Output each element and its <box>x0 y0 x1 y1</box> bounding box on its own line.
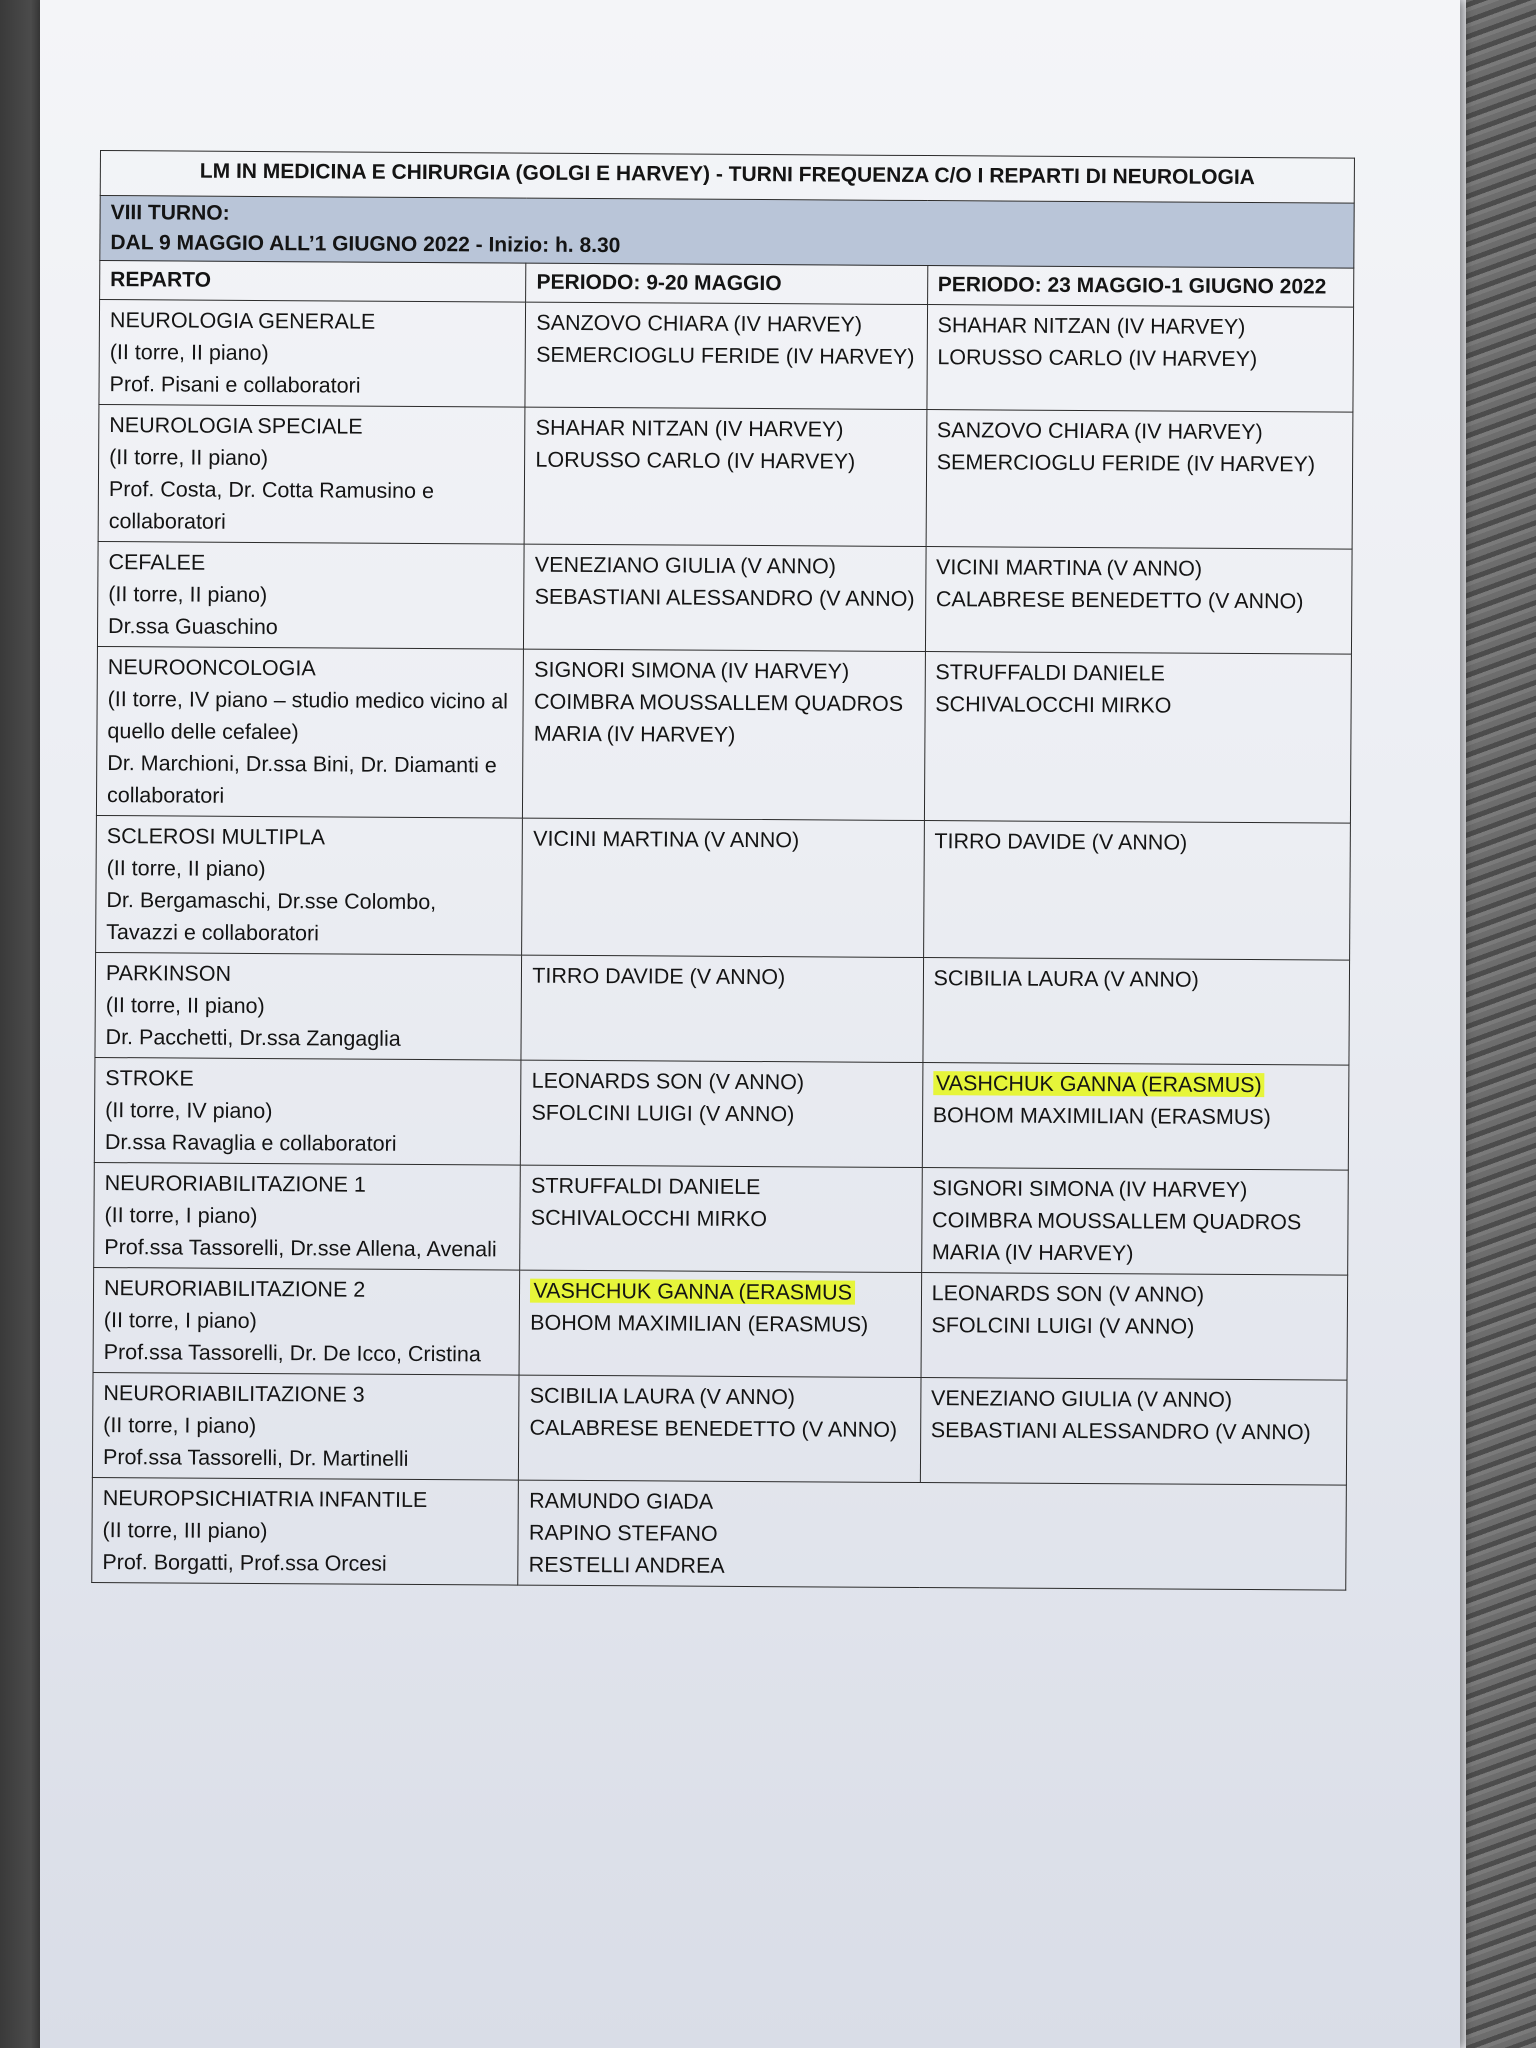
reparto-line: SCLEROSI MULTIPLA <box>106 824 326 850</box>
reparto-line: Prof.ssa Tassorelli, Dr.sse Allena, Avenali <box>104 1235 497 1262</box>
period-1-cell <box>523 649 925 820</box>
reparto-line: (II torre, II piano) <box>108 582 268 608</box>
student-name: COIMBRA MOUSSALLEM QUADROS MARIA (IV HARVEY) <box>533 689 904 747</box>
reparto-cell <box>94 1057 521 1165</box>
period-2-cell <box>925 547 1352 655</box>
student-name: RAPINO STEFANO <box>528 1520 718 1546</box>
table-row <box>98 404 1353 549</box>
header-reparto: REPARTO <box>100 261 527 303</box>
student-name: SEBASTIANI ALESSANDRO (V ANNO) <box>930 1418 1311 1445</box>
period-2-cell <box>920 1378 1347 1486</box>
student-name: RAMUNDO GIADA <box>529 1488 714 1514</box>
student-name: STRUFFALDI DANIELE <box>935 660 1165 686</box>
reparto-cell <box>94 1162 521 1270</box>
reparto-cell <box>97 541 524 649</box>
highlighted-name: VASHCHUK GANNA (ERASMUS) <box>933 1071 1265 1097</box>
turno-label: VIII TURNO: <box>110 201 230 225</box>
student-name <box>933 1067 1339 1101</box>
reparto-line: NEURORIABILITAZIONE 2 <box>103 1276 366 1302</box>
period-2-cell <box>921 1273 1348 1381</box>
highlighted-name: VASHCHUK GANNA (ERASMUS <box>530 1279 855 1305</box>
reparto-line: Dr. Marchioni, Dr.ssa Bini, Dr. Diamanti e collaboratori <box>106 751 497 808</box>
reparto-line: NEUROONCOLOGIA <box>107 655 316 681</box>
reparto-line: Dr.ssa Ravaglia e collaboratori <box>104 1130 397 1156</box>
student-name: SFOLCINI LUIGI (V ANNO) <box>931 1313 1195 1339</box>
table-row <box>92 1372 1347 1485</box>
reparto-cell <box>96 815 523 955</box>
reparto-cell <box>98 404 525 544</box>
student-name: TIRRO DAVIDE (V ANNO) <box>934 829 1188 855</box>
reparto-line: Dr. Pacchetti, Dr.ssa Zangaglia <box>105 1025 401 1051</box>
period-1-cell <box>520 1165 922 1272</box>
student-name: BOHOM MAXIMILIAN (ERASMUS) <box>530 1310 869 1337</box>
student-name: SHAHAR NITZAN (IV HARVEY) <box>937 313 1246 339</box>
student-name: BOHOM MAXIMILIAN (ERASMUS) <box>932 1103 1271 1130</box>
period-1-cell <box>524 544 926 651</box>
period-2-cell <box>923 958 1350 1066</box>
student-name: LEONARDS SON (V ANNO) <box>531 1068 805 1095</box>
reparto-line: CEFALEE <box>108 550 206 575</box>
table-row <box>94 1162 1349 1275</box>
student-name: COIMBRA MOUSSALLEM QUADROS MARIA (IV HARVEY) <box>931 1208 1302 1266</box>
reparto-line: Dr. Bergamaschi, Dr.sse Colombo, Tavazzi e collaboratori <box>106 888 437 946</box>
reparto-cell <box>95 952 522 1060</box>
student-name: SIGNORI SIMONA (IV HARVEY) <box>932 1176 1248 1203</box>
period-2-cell <box>921 1168 1348 1276</box>
reparto-line: (II torre, II piano) <box>109 445 269 471</box>
table-row <box>99 300 1354 413</box>
period-2-cell <box>927 305 1354 413</box>
reparto-line: Prof.ssa Tassorelli, Dr. De Icco, Cristina <box>103 1340 481 1367</box>
student-name: VENEZIANO GIULIA (V ANNO) <box>930 1386 1233 1412</box>
reparto-line: NEUROPSICHIATRIA INFANTILE <box>102 1486 428 1513</box>
student-name: SHAHAR NITZAN (IV HARVEY) <box>535 415 844 442</box>
student-name: SEMERCIOGLU FERIDE (IV HARVEY) <box>536 342 915 369</box>
student-name: SANZOVO CHIARA (IV HARVEY) <box>936 418 1263 445</box>
period-1-cell <box>518 1480 1346 1590</box>
schedule-document <box>91 150 1355 1591</box>
title-row <box>100 151 1354 204</box>
background-stone <box>1456 0 1536 2048</box>
table-row <box>95 952 1350 1065</box>
student-name: SCHIVALOCCHI MIRKO <box>530 1205 768 1232</box>
period-2-cell <box>924 652 1351 824</box>
student-name: SCHIVALOCCHI MIRKO <box>935 692 1172 718</box>
reparto-line: (II torre, II piano) <box>105 993 265 1019</box>
student-name: VICINI MARTINA (V ANNO) <box>936 555 1203 581</box>
student-name: TIRRO DAVIDE (V ANNO) <box>532 963 786 990</box>
reparto-line: NEUROLOGIA SPECIALE <box>109 413 363 439</box>
table-row <box>96 646 1351 823</box>
student-name: SFOLCINI LUIGI (V ANNO) <box>531 1100 795 1127</box>
student-name: CALABRESE BENEDETTO (V ANNO) <box>935 587 1304 614</box>
reparto-line: Prof. Borgatti, Prof.ssa Orcesi <box>102 1550 387 1576</box>
reparto-line: (II torre, II piano) <box>106 856 266 882</box>
reparto-cell <box>96 646 523 818</box>
reparto-line: (II torre, IV piano) <box>105 1098 273 1124</box>
period-2-cell <box>922 1063 1349 1171</box>
header-period-1: PERIODO: 9-20 MAGGIO <box>526 263 927 304</box>
student-name: LEONARDS SON (V ANNO) <box>931 1281 1205 1307</box>
reparto-line: (II torre, I piano) <box>103 1413 257 1438</box>
table-row <box>94 1057 1349 1170</box>
reparto-line: (II torre, IV piano – studio medico vicino al quello delle cefalee) <box>107 687 509 745</box>
student-name: CALABRESE BENEDETTO (V ANNO) <box>529 1415 898 1442</box>
reparto-line: Prof. Pisani e collaboratori <box>109 372 361 398</box>
student-name: VICINI MARTINA (V ANNO) <box>533 826 800 853</box>
student-name: SCIBILIA LAURA (V ANNO) <box>529 1383 796 1410</box>
reparto-line: NEURORIABILITAZIONE 3 <box>103 1381 365 1407</box>
period-1-cell <box>519 1375 921 1482</box>
reparto-line: STROKE <box>105 1066 194 1091</box>
table-row <box>97 541 1352 654</box>
period-1-cell <box>519 1270 921 1377</box>
document-title: LM IN MEDICINA E CHIRURGIA (GOLGI E HARVEY) - TURNI FREQUENZA C/O I REPARTI DI NEUROLOGIA <box>100 151 1354 204</box>
period-1-cell <box>525 302 927 409</box>
reparto-cell <box>92 1477 519 1585</box>
student-name: LORUSSO CARLO (IV HARVEY) <box>937 345 1258 372</box>
turno-row <box>100 196 1354 269</box>
reparto-line: (II torre, I piano) <box>103 1308 257 1333</box>
period-1-cell <box>521 1060 923 1167</box>
student-name: SIGNORI SIMONA (IV HARVEY) <box>534 657 850 684</box>
schedule-table <box>91 150 1355 1591</box>
student-name: VENEZIANO GIULIA (V ANNO) <box>534 552 836 579</box>
reparto-cell <box>99 300 526 408</box>
table-row <box>92 1477 1347 1590</box>
period-2-cell <box>926 410 1353 550</box>
table-row <box>93 1267 1348 1380</box>
table-row <box>96 815 1351 960</box>
reparto-cell <box>92 1372 519 1480</box>
reparto-line: Prof.ssa Tassorelli, Dr. Martinelli <box>102 1445 409 1471</box>
student-name <box>530 1275 910 1309</box>
reparto-line: NEUROLOGIA GENERALE <box>109 308 376 334</box>
turno-banner <box>100 196 1354 269</box>
reparto-line: Prof. Costa, Dr. Cotta Ramusino e collaboratori <box>108 477 435 534</box>
student-name: SCIBILIA LAURA (V ANNO) <box>933 966 1199 992</box>
student-name: RESTELLI ANDREA <box>528 1552 725 1578</box>
period-1-cell <box>524 407 926 546</box>
period-1-cell <box>522 818 924 957</box>
student-name: STRUFFALDI DANIELE <box>530 1173 761 1200</box>
reparto-line: Dr.ssa Guaschino <box>108 614 278 640</box>
student-name: SANZOVO CHIARA (IV HARVEY) <box>536 310 863 337</box>
reparto-line: PARKINSON <box>105 961 232 986</box>
reparto-cell <box>93 1267 520 1375</box>
student-name: SEMERCIOGLU FERIDE (IV HARVEY) <box>936 450 1316 477</box>
period-1-cell <box>521 955 923 1062</box>
turno-dates: DAL 9 MAGGIO ALL’1 GIUGNO 2022 - Inizio: h. 8.30 <box>110 231 621 258</box>
reparto-line: (II torre, III piano) <box>102 1518 268 1544</box>
reparto-line: (II torre, II piano) <box>109 340 269 366</box>
student-name: LORUSSO CARLO (IV HARVEY) <box>535 447 856 474</box>
header-period-2: PERIODO: 23 MAGGIO-1 GIUGNO 2022 <box>927 266 1354 308</box>
student-name: SEBASTIANI ALESSANDRO (V ANNO) <box>534 584 915 611</box>
reparto-line: NEURORIABILITAZIONE 1 <box>104 1171 366 1197</box>
reparto-line: (II torre, I piano) <box>104 1203 258 1228</box>
period-2-cell <box>923 821 1350 961</box>
